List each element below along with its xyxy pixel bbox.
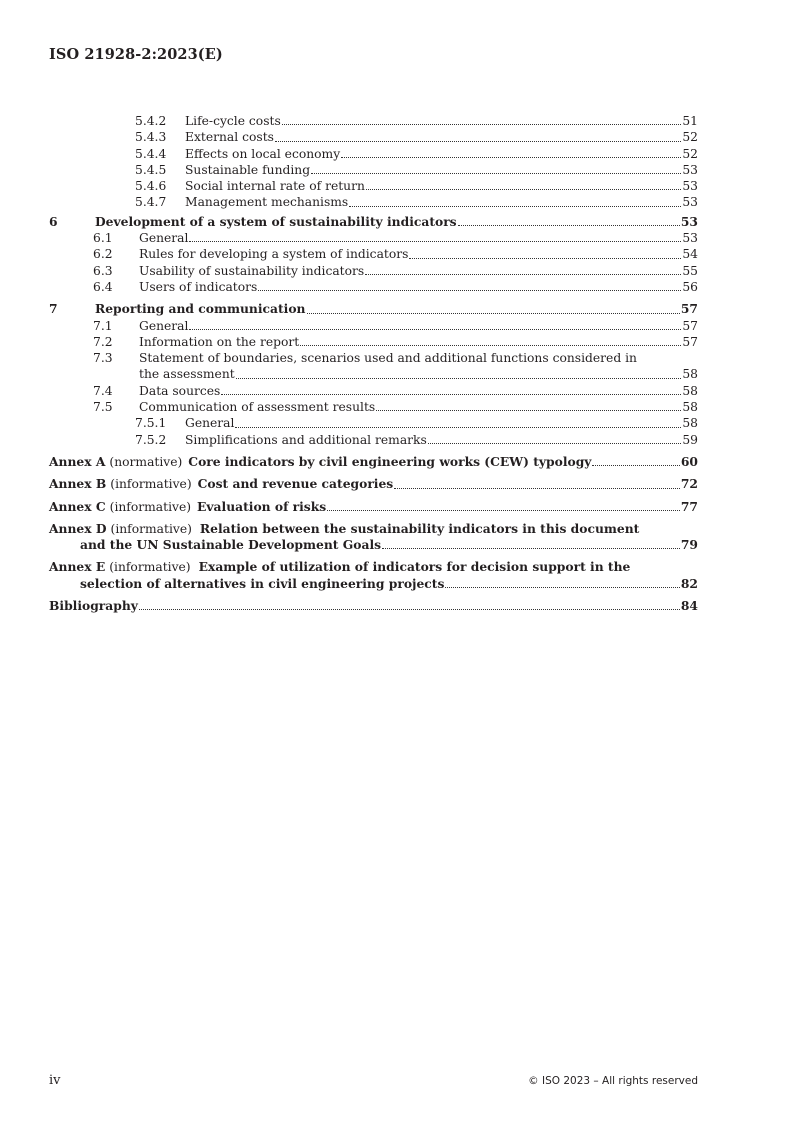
toc-entry-7-5-2[interactable] — [49, 432, 698, 448]
toc-annex-b[interactable] — [49, 476, 698, 492]
toc-entry-number: 7.5.2 — [135, 432, 167, 447]
annex-label: Annex C — [49, 498, 106, 514]
toc-entry-6[interactable] — [49, 214, 698, 230]
toc-section-6-items — [49, 230, 698, 295]
annex-title-line1: Relation between the sustainability indicators in this document — [199, 520, 640, 536]
toc-entry-page: 58 — [682, 400, 698, 415]
toc-entry-title: Simplifications and additional remarks — [185, 432, 427, 447]
annex-label: Annex A — [49, 453, 106, 469]
toc-entry-title: Users of indicators — [139, 279, 258, 294]
toc-entry-page: 53 — [680, 213, 698, 229]
leader-dots — [458, 225, 680, 226]
annex-kind: (informative) — [110, 521, 192, 536]
toc-entry-page: 53 — [682, 162, 698, 177]
toc-entry-page: 59 — [682, 432, 698, 447]
leader-dots — [139, 609, 680, 610]
toc-entry-title-line2: the assessment — [139, 367, 235, 382]
toc-entry-number: 5.4.2 — [135, 114, 167, 128]
copyright-notice: © ISO 2023 – All rights reserved — [528, 1075, 698, 1087]
annex-kind: (informative) — [109, 560, 191, 575]
toc-annex-e[interactable] — [49, 559, 698, 592]
toc-entry-line — [49, 366, 698, 382]
leader-dots — [365, 274, 681, 275]
toc-entry-title: Data sources — [139, 383, 221, 398]
leader-dots — [236, 378, 681, 379]
toc-entry-page: 56 — [682, 279, 698, 294]
toc-entry-title: Social internal rate of return — [185, 179, 365, 194]
leader-dots — [275, 141, 681, 142]
toc-entry-page: 54 — [682, 247, 698, 262]
toc-entry-6-4[interactable] — [49, 279, 698, 295]
document-id: ISO 21928-2:2023(E) — [49, 46, 223, 63]
page-number: iv — [49, 1073, 61, 1088]
toc-entry-number: 7.1 — [93, 318, 113, 333]
annex-kind: (normative) — [109, 454, 183, 469]
toc-section-7-5-items — [49, 415, 698, 448]
toc-entry-5-4-4[interactable] — [49, 146, 698, 162]
leader-dots — [189, 241, 681, 242]
leader-dots — [592, 465, 679, 466]
leader-dots — [376, 410, 681, 411]
annex-kind: (informative) — [109, 499, 192, 514]
leader-dots — [282, 124, 681, 125]
leader-dots — [366, 189, 681, 190]
annex-label: Annex D — [49, 520, 107, 536]
toc-entry-title: General — [139, 318, 189, 333]
toc-entry-page: 79 — [680, 537, 698, 553]
toc-entry-page: 58 — [682, 383, 698, 398]
toc-entry-number: 7.5 — [93, 400, 113, 415]
toc-entry-title: Reporting and communication — [95, 301, 306, 317]
toc-entry-page: 52 — [682, 130, 698, 145]
toc-entry-title: External costs — [185, 130, 274, 145]
toc-entry-page: 53 — [682, 195, 698, 210]
toc-annex-a[interactable] — [49, 454, 698, 470]
toc-entry-page: 51 — [682, 114, 698, 128]
toc-entry-page: 82 — [680, 575, 698, 591]
annex-title: Evaluation of risks — [197, 498, 327, 514]
toc-entry-5-4-2[interactable] — [49, 113, 698, 129]
leader-dots — [258, 290, 681, 291]
leader-dots — [445, 587, 679, 588]
toc-entry-7-2[interactable] — [49, 334, 698, 350]
toc-entry-number: 7.2 — [93, 334, 113, 349]
toc-entry-number: 5.4.3 — [135, 130, 167, 145]
toc-entry-title: Rules for developing a system of indicators — [139, 247, 409, 262]
toc-entry-7-3[interactable] — [49, 350, 698, 383]
toc-entry-title: Usability of sustainability indicators — [139, 263, 365, 278]
toc-section-5-4-subsections — [49, 113, 698, 211]
toc-entry-title: Development of a system of sustainability indicators — [95, 213, 457, 229]
toc-entry-number: 7.5.1 — [135, 416, 167, 431]
annex-title-line1: Example of utilization of indicators for decision support in the — [198, 559, 631, 575]
toc-entry-title: General — [185, 416, 235, 431]
toc-entry-page: 53 — [682, 231, 698, 246]
leader-dots — [221, 394, 681, 395]
toc-entry-number: 5.4.6 — [135, 179, 167, 194]
toc-entry-title: Bibliography — [49, 598, 138, 614]
annex-kind: (informative) — [110, 477, 192, 492]
leader-dots — [382, 548, 680, 549]
toc-section-7-items-b — [49, 383, 698, 416]
annex-title: Cost and revenue categories — [197, 476, 394, 492]
toc-entry-page: 57 — [682, 318, 698, 333]
toc-entry-7-4[interactable] — [49, 383, 698, 399]
toc-entry-title: General — [139, 231, 189, 246]
annex-title: Core indicators by civil engineering works (CEW) typology — [188, 453, 592, 469]
toc-entry-page: 52 — [682, 146, 698, 161]
toc-entry-number: 7.4 — [93, 383, 113, 398]
leader-dots — [189, 329, 681, 330]
toc-entry-title: Life-cycle costs — [185, 114, 281, 128]
toc-entry-line — [49, 559, 698, 575]
toc-entry-title: Sustainable funding — [185, 162, 311, 177]
toc-section-7-items-a — [49, 318, 698, 351]
toc-entry-title: Management mechanisms — [185, 195, 349, 210]
toc-entry-page: 55 — [682, 263, 698, 278]
toc-entry-5-4-3[interactable] — [49, 129, 698, 145]
toc-bibliography[interactable] — [49, 598, 698, 614]
leader-dots — [349, 206, 681, 207]
leader-dots — [235, 427, 681, 428]
toc-entry-page: 77 — [680, 498, 698, 514]
leader-dots — [327, 510, 680, 511]
toc-entry-number: 6.3 — [93, 263, 113, 278]
toc-entry-number: 6.1 — [93, 231, 113, 246]
toc-entry-7-5[interactable] — [49, 399, 698, 415]
toc-entry-page: 58 — [682, 416, 698, 431]
toc-entry-page: 57 — [680, 301, 698, 317]
leader-dots — [311, 173, 681, 174]
leader-dots — [409, 258, 681, 259]
toc-entry-6-3[interactable] — [49, 263, 698, 279]
leader-dots — [307, 313, 680, 314]
toc-entry-number: 7 — [49, 301, 58, 317]
toc-entry-6-2[interactable] — [49, 246, 698, 262]
toc-entry-line — [49, 350, 698, 366]
toc-entry-number: 5.4.7 — [135, 195, 167, 210]
leader-dots — [300, 345, 681, 346]
annex-label: Annex E — [49, 559, 106, 575]
toc-entry-page: 53 — [682, 179, 698, 194]
toc-entry-page: 58 — [682, 367, 698, 382]
leader-dots — [428, 443, 681, 444]
toc-entry-7-5-1[interactable] — [49, 415, 698, 431]
toc-entry-line — [49, 576, 698, 592]
toc-entry-7[interactable] — [49, 301, 698, 317]
leader-dots — [394, 488, 680, 489]
toc-entry-number: 6.4 — [93, 279, 113, 294]
toc-entry-7-1[interactable] — [49, 318, 698, 334]
toc-entry-5-4-6[interactable] — [49, 178, 698, 194]
toc-entry-page: 57 — [682, 334, 698, 349]
toc-entry-title: Information on the report — [139, 334, 300, 349]
toc-entry-number: 5.4.4 — [135, 146, 167, 161]
annex-title-line2: selection of alternatives in civil engineering projects — [80, 575, 445, 591]
toc-entry-number: 5.4.5 — [135, 162, 167, 177]
table-of-contents — [49, 113, 698, 614]
annex-label: Annex B — [49, 476, 107, 492]
toc-entry-title: Communication of assessment results — [139, 400, 376, 415]
toc-entry-line — [49, 521, 698, 537]
toc-entry-line — [49, 537, 698, 553]
toc-entry-title-line1: Statement of boundaries, scenarios used and additional functions considered in — [139, 351, 637, 366]
toc-entry-number: 6 — [49, 213, 58, 229]
toc-entry-6-1[interactable] — [49, 230, 698, 246]
toc-entry-page: 84 — [680, 598, 698, 614]
toc-entry-page: 60 — [680, 453, 698, 469]
toc-annex-d[interactable] — [49, 521, 698, 554]
toc-annex-c[interactable] — [49, 499, 698, 515]
toc-entry-number: 7.3 — [93, 351, 113, 366]
toc-entry-number: 6.2 — [93, 247, 113, 262]
annex-title-line2: and the UN Sustainable Development Goals — [80, 537, 382, 553]
toc-entry-title: Effects on local economy — [185, 146, 341, 161]
toc-entry-page: 72 — [680, 476, 698, 492]
toc-entry-5-4-5[interactable] — [49, 162, 698, 178]
toc-entry-5-4-7[interactable] — [49, 194, 698, 210]
leader-dots — [341, 157, 681, 158]
